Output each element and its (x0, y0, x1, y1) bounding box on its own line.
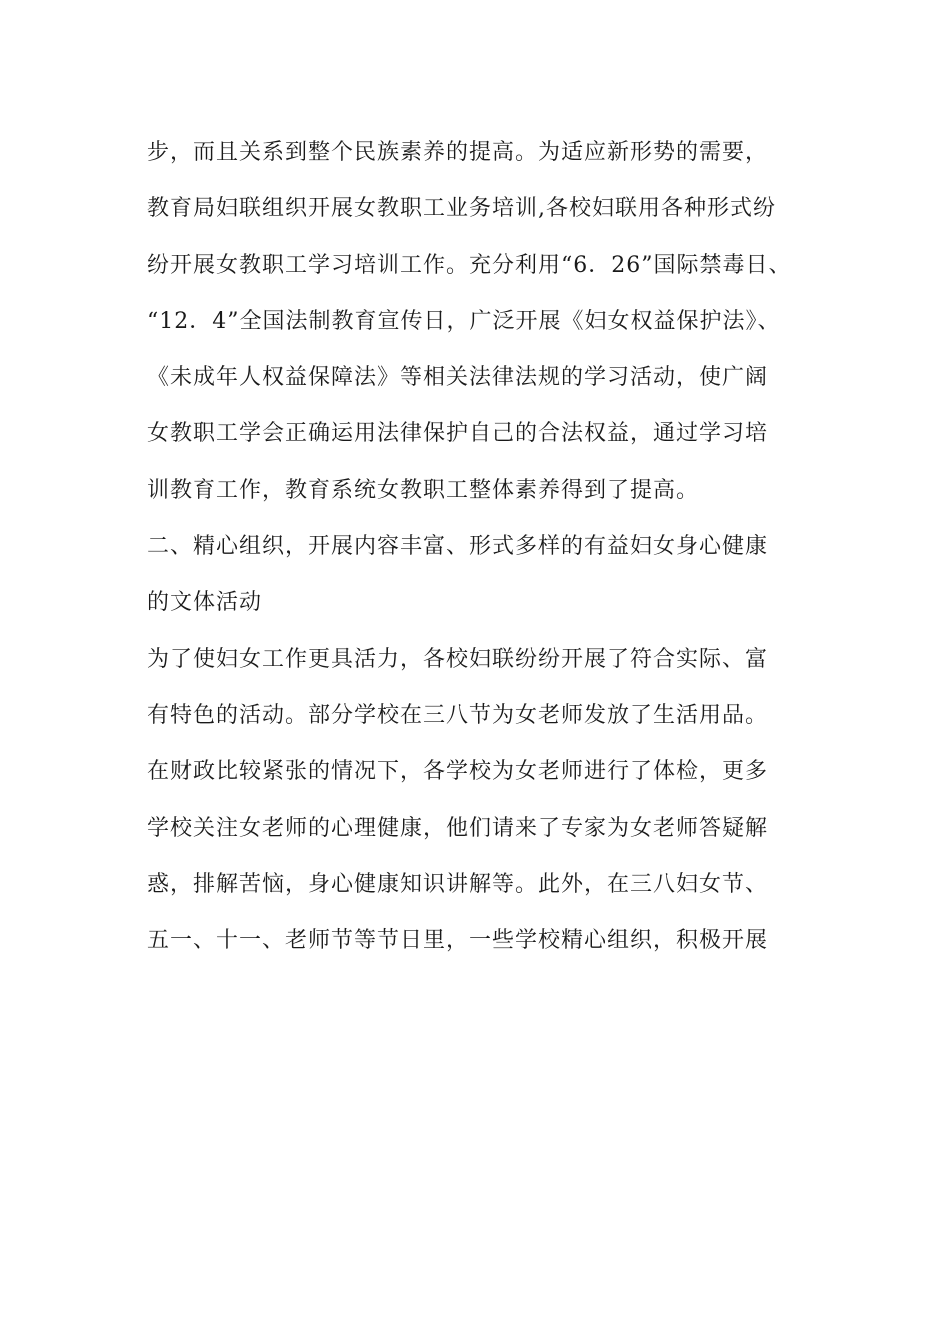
text-line: 惑，排解苦恼，身心健康知识讲解等。此外，在三八妇女节、 (147, 871, 769, 897)
section-heading-continued: 的文体活动 (147, 590, 263, 616)
text-line: 五一、十一、老师节等节日里，一些学校精心组织，积极开展 (147, 928, 769, 954)
text-line: 《未成年人权益保障法》等相关法律法规的学习活动，使广阔 (147, 365, 769, 391)
text-line: 女教职工学会正确运用法律保护自己的合法权益，通过学习培 (147, 421, 769, 447)
body-text (147, 131, 827, 975)
text-line: 学校关注女老师的心理健康，他们请来了专家为女老师答疑解 (147, 815, 769, 841)
text-line: 纷开展女教职工学习培训工作。充分利用“6．26”国际禁毒日、 (147, 252, 792, 278)
text-line: 训教育工作，教育系统女教职工整体素养得到了提高。 (147, 477, 700, 503)
text-line: 为了使妇女工作更具活力，各校妇联纷纷开展了符合实际、富 (147, 646, 769, 672)
text-line: 在财政比较紧张的情况下，各学校为女老师进行了体检，更多 (147, 759, 769, 785)
section-heading: 二、精心组织，开展内容丰富、形式多样的有益妇女身心健康 (147, 534, 769, 560)
text-line: 有特色的活动。部分学校在三八节为女老师发放了生活用品。 (147, 702, 769, 728)
text-line: “12．4”全国法制教育宣传日，广泛开展《妇女权益保护法》、 (147, 308, 781, 334)
text-line: 步，而且关系到整个民族素养的提高。为适应新形势的需要， (147, 140, 769, 165)
text-line: 教育局妇联组织开展女教职工业务培训,各校妇联用各种形式纷 (147, 196, 776, 222)
